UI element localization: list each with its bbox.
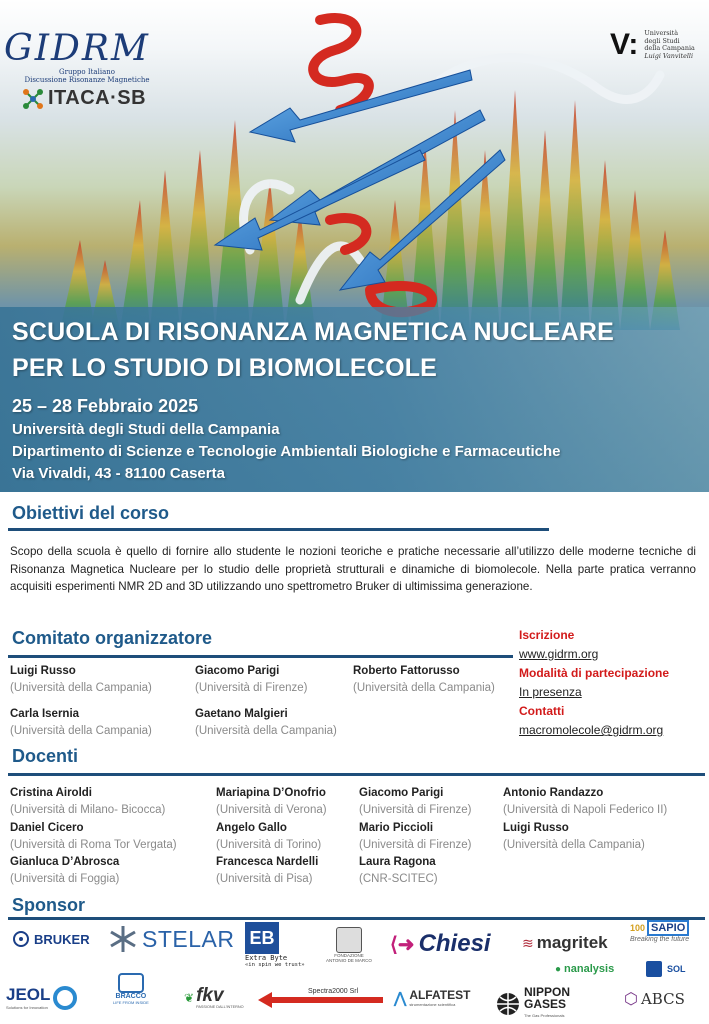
bruker-logo[interactable] — [12, 930, 90, 948]
committee-member — [353, 663, 495, 697]
teacher — [359, 785, 471, 819]
jeol-logo[interactable] — [6, 985, 77, 1010]
fondazione-emblem-icon — [336, 927, 362, 953]
teachers-heading: Docenti — [12, 746, 79, 766]
vanvitelli-line: Università — [644, 29, 679, 37]
teacher — [10, 785, 165, 819]
nanalysis-icon: ● — [555, 963, 562, 975]
member-name: Gaetano Malgieri — [195, 708, 288, 720]
teacher-affiliation: (Università di Verona) — [216, 804, 327, 816]
venue-department: Dipartimento di Scienze e Tecnologie Ambientali Biologiche e Farmaceutiche — [12, 443, 561, 460]
vanvitelli-line: degli Studi — [644, 36, 680, 45]
nippon-gases-line2: GASES — [524, 997, 567, 1011]
participation-value: In presenza — [519, 685, 582, 699]
snowflake-icon — [108, 924, 138, 954]
nippon-gases-globe-icon — [495, 991, 521, 1017]
teacher-affiliation: (Università della Campania) — [503, 839, 645, 851]
member-name: Luigi Russo — [10, 665, 76, 677]
itaca-sb-logo — [22, 87, 146, 110]
vanvitelli-logo-mark: V: — [610, 28, 639, 61]
extrabyte-name: Extra Byte — [245, 954, 288, 962]
committee-member — [195, 663, 307, 697]
sol-logo[interactable] — [646, 961, 686, 977]
teacher-name: Mariapina D’Onofrio — [216, 787, 326, 799]
committee-member — [195, 706, 337, 740]
alfatest-mark-icon: ⋀ — [394, 989, 407, 1007]
stelar-logo[interactable] — [108, 924, 234, 954]
teacher — [216, 785, 327, 819]
teacher — [503, 820, 645, 854]
objectives-text: Scopo della scuola è quello di fornire allo studente le nozioni teoriche e pratiche necessarie all’utilizzo delle moderne tecniche di Risonanza Magnetica Nucleare per lo studio delle proprietà strutturali e dinamiche di biomolecole. Nella parte pratica verranno acquisiti esperimenti NMR 2D and 3D utilizzando uno spettrometro Bruker di ultimissima generazione. — [10, 545, 696, 593]
venue-address: Via Vivaldi, 43 - 81100 Caserta — [12, 465, 225, 482]
alfatest-logo-text: ALFATEST — [409, 988, 471, 1002]
teacher-affiliation: (Università di Firenze) — [359, 839, 472, 851]
fondazione-label: FONDAZIONE — [334, 953, 364, 958]
member-affiliation: (Università della Campania) — [10, 682, 152, 694]
section-divider — [8, 655, 513, 658]
teacher-name: Mario Piccioli — [359, 822, 434, 834]
vanvitelli-logo-text — [644, 30, 694, 60]
teacher-affiliation: (Università di Milano- Bicocca) — [10, 804, 166, 816]
fondazione-name: ANTONIO DE MARCO — [326, 958, 372, 963]
committee-member — [10, 663, 152, 697]
alfatest-logo[interactable] — [394, 988, 470, 1007]
itaca-sb-logo-text: ITACA·SB — [48, 87, 147, 109]
alfatest-tagline: strumentazione scientifica — [409, 1002, 456, 1007]
magritek-logo[interactable] — [522, 933, 608, 953]
teacher — [216, 854, 318, 888]
chiesi-logo-text: Chiesi — [418, 930, 491, 957]
stelar-logo-text: STELAR — [142, 925, 235, 952]
fkv-tagline: PASSIONE DALL'INTERNO — [196, 1005, 244, 1009]
teacher — [10, 820, 177, 854]
teacher-affiliation: (Università di Firenze) — [359, 804, 472, 816]
teacher-name: Luigi Russo — [503, 822, 569, 834]
gidrm-logo-subtitle: Gruppo Italiano — [59, 68, 115, 76]
member-name: Roberto Fattorusso — [353, 665, 460, 677]
extrabyte-mark-icon: EB — [245, 922, 279, 954]
bruker-logo-text: BRUKER — [34, 931, 90, 947]
teacher-affiliation: (Università di Pisa) — [216, 873, 313, 885]
fkv-leaf-icon: ❦ — [184, 990, 195, 1005]
teacher — [10, 854, 119, 888]
committee-member — [10, 706, 152, 740]
page-title: PER LO STUDIO DI BIOMOLECOLE — [12, 354, 438, 382]
magritek-wave-icon: ≋ — [522, 934, 534, 951]
teacher-name: Cristina Airoldi — [10, 787, 92, 799]
sapio-logo-text: SAPIO — [647, 920, 689, 936]
member-name: Carla Isernia — [10, 708, 80, 720]
bracco-tagline: LIFE FROM INSIDE — [113, 1000, 149, 1005]
spectra2000-logo[interactable] — [258, 988, 383, 1008]
sapio-logo[interactable] — [630, 920, 689, 943]
molecule-icon — [22, 88, 44, 110]
sponsors-heading: Sponsor — [12, 895, 86, 915]
registration-info — [519, 626, 669, 740]
fkv-logo[interactable] — [184, 986, 244, 1009]
teacher-name: Antonio Randazzo — [503, 787, 604, 799]
abcs-molecule-icon: ⬡ — [624, 991, 638, 1008]
page-title: SCUOLA DI RISONANZA MAGNETICA NUCLEARE — [12, 318, 615, 346]
teacher — [216, 820, 321, 854]
teacher-affiliation: (Università di Foggia) — [10, 873, 120, 885]
participation-label: Modalità di partecipazione — [519, 666, 670, 680]
committee-heading: Comitato organizzatore — [12, 628, 213, 648]
teacher-affiliation: (Università di Torino) — [216, 839, 322, 851]
teacher-name: Giacomo Parigi — [359, 787, 444, 799]
teacher — [503, 785, 667, 819]
chiesi-arrow-icon: ⟨➜ — [390, 933, 415, 956]
nanalysis-logo[interactable] — [555, 963, 614, 975]
bracco-emblem-icon — [118, 973, 144, 993]
section-divider — [8, 528, 549, 531]
gidrm-logo-subtitle: Discussione Risonanze Magnetiche — [24, 76, 150, 84]
registration-link[interactable]: www.gidrm.org — [519, 647, 599, 661]
vanvitelli-line: Luigi Vanvitelli — [644, 51, 694, 60]
teacher-name: Daniel Cicero — [10, 822, 84, 834]
nanalysis-logo-text: nanalysis — [564, 963, 615, 975]
nippon-gases-line1: NIPPON — [524, 985, 571, 999]
abcs-logo-text: ABCS — [640, 990, 685, 1008]
objectives-heading: Obiettivi del corso — [12, 503, 170, 523]
extrabyte-logo[interactable] — [245, 922, 305, 968]
extrabyte-tagline: «in spin we trust» — [245, 962, 305, 968]
abcs-logo[interactable] — [624, 989, 685, 1009]
bruker-icon — [12, 930, 30, 948]
teacher — [359, 820, 471, 854]
teacher — [359, 854, 438, 888]
fondazione-de-marco-logo[interactable] — [326, 927, 372, 963]
registration-label: Iscrizione — [519, 628, 575, 642]
member-affiliation: (Università della Campania) — [353, 682, 495, 694]
magritek-logo-text: magritek — [536, 933, 608, 952]
teacher-affiliation: (CNR-SCITEC) — [359, 873, 438, 885]
teacher-affiliation: (Università di Roma Tor Vergata) — [10, 839, 177, 851]
teacher-name: Gianluca D’Abrosca — [10, 856, 120, 868]
contacts-label: Contatti — [519, 704, 565, 718]
nippon-gases-logo[interactable] — [495, 986, 570, 1022]
jeol-logo-text: JEOL — [6, 985, 51, 1004]
member-affiliation: (Università della Campania) — [195, 725, 337, 737]
section-divider — [8, 773, 705, 776]
bracco-logo[interactable] — [113, 973, 149, 1005]
vanvitelli-line: della Campania — [644, 44, 695, 52]
teacher-affiliation: (Università di Napoli Federico II) — [503, 804, 668, 816]
member-affiliation: (Università della Campania) — [10, 725, 152, 737]
section-divider — [8, 917, 705, 920]
hero-header — [0, 0, 709, 492]
member-name: Giacomo Parigi — [195, 665, 280, 677]
sol-logo-text: SOL — [667, 964, 686, 974]
teacher-name: Angelo Gallo — [216, 822, 287, 834]
teacher-name: Francesca Nardelli — [216, 856, 319, 868]
teacher-name: Laura Ragona — [359, 856, 436, 868]
chiesi-logo[interactable] — [390, 930, 491, 958]
sapio-anniversary: 100 — [630, 923, 646, 933]
sol-emblem-icon — [646, 961, 662, 977]
nippon-gases-tagline: The Gas Professionals — [524, 1013, 565, 1018]
vanvitelli-university-logo — [610, 30, 695, 60]
contact-email-link[interactable]: macromolecole@gidrm.org — [519, 723, 664, 737]
event-dates: 25 – 28 Febbraio 2025 — [12, 396, 199, 416]
sapio-tagline: Breaking the future — [630, 936, 690, 943]
member-affiliation: (Università di Firenze) — [195, 682, 308, 694]
bracco-logo-text: BRACCO — [115, 993, 147, 1000]
venue-university: Università degli Studi della Campania — [12, 421, 280, 438]
spectra2000-logo-text: Spectra2000 Srl — [308, 988, 359, 995]
gidrm-logo — [4, 30, 166, 82]
fkv-logo-text: fkv — [196, 985, 224, 1006]
gidrm-logo-mark: GIDRM — [4, 28, 150, 69]
jeol-swoosh-icon — [53, 986, 77, 1010]
jeol-tagline: Solutions for Innovation — [6, 1005, 48, 1010]
